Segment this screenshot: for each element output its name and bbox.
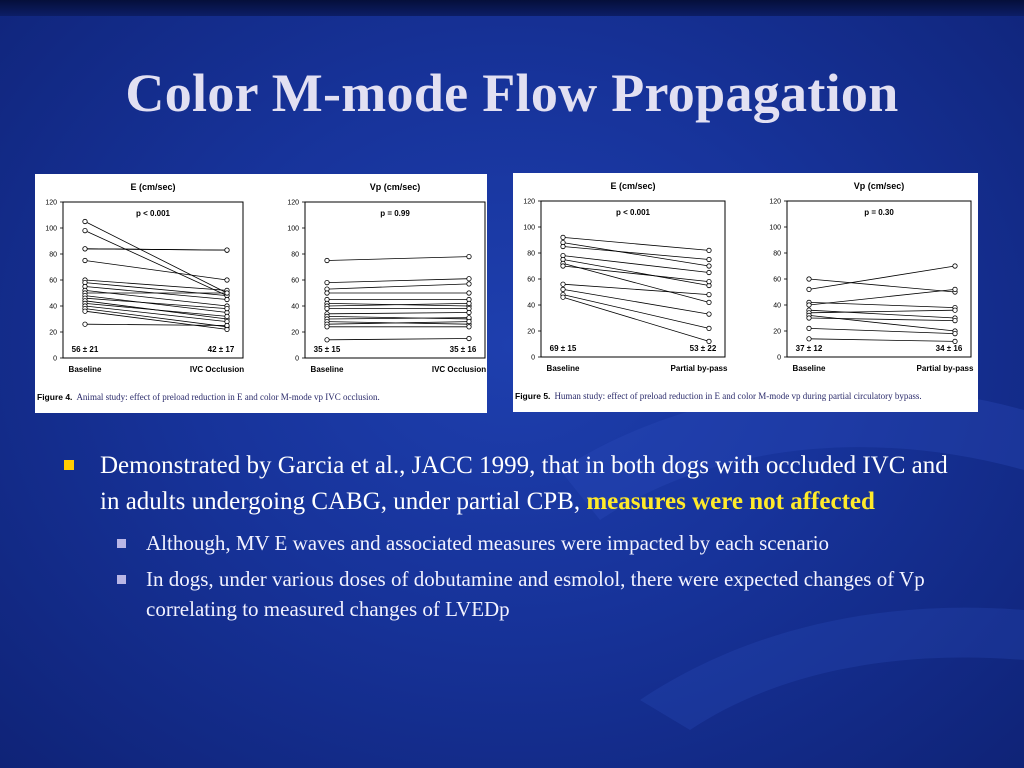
data-point-baseline xyxy=(325,306,329,310)
y-tick-label: 120 xyxy=(769,198,781,206)
data-point-after xyxy=(707,339,711,343)
pair-line xyxy=(327,279,469,283)
data-point-after xyxy=(953,318,957,322)
pair-line xyxy=(563,266,709,282)
figure-4-label: Figure 4. xyxy=(37,392,73,402)
stat-left: 35 ± 15 xyxy=(313,345,341,354)
data-point-baseline xyxy=(807,316,811,320)
figure-4-caption-text: Animal study: effect of preload reduction in E and color M-mode vp IVC occlusion. xyxy=(76,392,380,402)
x-label-left: Baseline xyxy=(68,365,102,374)
data-point-after xyxy=(707,292,711,296)
data-point-after xyxy=(707,279,711,283)
pair-line xyxy=(809,318,955,321)
stat-left: 56 ± 21 xyxy=(71,345,99,354)
pair-line xyxy=(809,302,955,307)
pair-line xyxy=(809,315,955,331)
y-tick-label: 60 xyxy=(773,276,781,284)
figure-5-caption-text: Human study: effect of preload reduction in E and color M-mode vp during partial circulatory bypass. xyxy=(554,391,922,401)
panel-title: E (cm/sec) xyxy=(130,182,176,192)
data-point-baseline xyxy=(561,244,565,248)
data-point-baseline xyxy=(83,219,87,223)
pair-line xyxy=(327,339,469,340)
pair-line xyxy=(563,263,709,302)
y-tick-label: 100 xyxy=(45,225,57,233)
sub-bullet-1-text: Although, MV E waves and associated measures were impacted by each scenario xyxy=(146,531,830,555)
p-value: p = 0.30 xyxy=(864,208,894,217)
data-point-after xyxy=(225,323,229,327)
data-point-after xyxy=(467,319,471,323)
stat-right: 53 ± 22 xyxy=(689,344,717,353)
x-label-right: Partial by-pass xyxy=(916,364,974,373)
x-label-right: IVC Occlusion xyxy=(189,365,245,374)
y-tick-label: 0 xyxy=(777,354,781,362)
y-tick-label: 100 xyxy=(769,224,781,232)
bullet-list xyxy=(60,448,960,624)
stat-right: 35 ± 16 xyxy=(449,345,477,354)
figure-5-caption xyxy=(513,391,978,411)
data-point-baseline xyxy=(561,235,565,239)
p-value: p = 0.99 xyxy=(380,209,410,218)
data-point-baseline xyxy=(807,337,811,341)
data-point-baseline xyxy=(807,326,811,330)
data-point-after xyxy=(225,278,229,282)
bullet-main-highlight: measures were not affected xyxy=(586,488,875,515)
pair-line xyxy=(563,256,709,273)
sub-bullet-2 xyxy=(60,564,960,624)
data-point-after xyxy=(953,308,957,312)
y-tick-label: 20 xyxy=(527,328,535,336)
pair-line xyxy=(563,297,709,341)
data-point-baseline xyxy=(325,291,329,295)
data-point-baseline xyxy=(807,277,811,281)
data-point-baseline xyxy=(325,325,329,329)
x-label-right: IVC Occlusion xyxy=(431,365,487,374)
y-tick-label: 100 xyxy=(287,225,299,233)
plot-frame xyxy=(541,201,725,357)
figure-4-caption xyxy=(35,392,487,412)
y-tick-label: 80 xyxy=(291,251,299,259)
data-point-after xyxy=(225,297,229,301)
data-point-after xyxy=(225,306,229,310)
data-point-after xyxy=(707,264,711,268)
y-tick-label: 20 xyxy=(49,329,57,337)
x-label-left: Baseline xyxy=(546,364,580,373)
data-point-baseline xyxy=(325,338,329,342)
plot-frame xyxy=(305,202,485,358)
data-point-after xyxy=(467,325,471,329)
data-point-after xyxy=(467,277,471,281)
data-point-after xyxy=(467,254,471,258)
data-point-after xyxy=(225,248,229,252)
y-tick-label: 80 xyxy=(527,250,535,258)
y-tick-label: 40 xyxy=(291,303,299,311)
data-point-baseline xyxy=(807,303,811,307)
sub-bullet-1 xyxy=(60,528,960,558)
panel-title: Vp (cm/sec) xyxy=(853,181,905,191)
y-tick-label: 120 xyxy=(287,199,299,207)
stat-left: 69 ± 15 xyxy=(549,344,577,353)
pair-line xyxy=(327,257,469,261)
data-point-after xyxy=(467,282,471,286)
data-point-after xyxy=(707,248,711,252)
data-point-baseline xyxy=(83,228,87,232)
pair-line xyxy=(809,289,955,305)
sub-bullet-square-icon xyxy=(117,539,126,548)
figure-4-animal-study xyxy=(35,174,487,413)
data-point-after xyxy=(707,312,711,316)
stat-right: 42 ± 17 xyxy=(207,345,235,354)
y-tick-label: 120 xyxy=(523,198,535,206)
data-point-after xyxy=(467,291,471,295)
x-label-right: Partial by-pass xyxy=(670,364,728,373)
data-point-baseline xyxy=(83,322,87,326)
data-point-after xyxy=(707,326,711,330)
data-point-after xyxy=(707,270,711,274)
pair-line xyxy=(85,249,227,250)
stat-left: 37 ± 12 xyxy=(795,344,823,353)
data-point-after xyxy=(953,339,957,343)
plot-frame xyxy=(787,201,971,357)
y-tick-label: 80 xyxy=(49,251,57,259)
data-point-baseline xyxy=(561,287,565,291)
y-tick-label: 20 xyxy=(773,328,781,336)
sub-bullet-2-text: In dogs, under various doses of dobutamine and esmolol, there were expected changes of Vp correlating to measured changes of LVEDp xyxy=(146,567,925,621)
x-label-left: Baseline xyxy=(792,364,826,373)
p-value: p < 0.001 xyxy=(135,209,171,218)
pair-line xyxy=(563,260,709,286)
data-point-after xyxy=(225,314,229,318)
y-tick-label: 20 xyxy=(291,329,299,337)
pair-line xyxy=(327,284,469,289)
y-tick-label: 100 xyxy=(523,224,535,232)
data-point-after xyxy=(707,257,711,261)
data-point-after xyxy=(225,291,229,295)
y-tick-label: 60 xyxy=(49,277,57,285)
bullet-square-icon xyxy=(64,460,74,470)
data-point-after xyxy=(953,331,957,335)
data-point-baseline xyxy=(325,258,329,262)
pair-line xyxy=(809,328,955,333)
figure-5-label: Figure 5. xyxy=(515,391,551,401)
pair-line xyxy=(563,295,709,329)
pair-line xyxy=(327,313,469,314)
figure-4-chart xyxy=(35,174,487,392)
y-tick-label: 40 xyxy=(49,303,57,311)
data-point-after xyxy=(707,300,711,304)
x-label-left: Baseline xyxy=(310,365,344,374)
data-point-after xyxy=(467,301,471,305)
y-tick-label: 40 xyxy=(527,302,535,310)
sub-bullet-square-icon xyxy=(117,575,126,584)
data-point-baseline xyxy=(561,295,565,299)
panel-title: Vp (cm/sec) xyxy=(369,182,421,192)
slide-title: Color M-mode Flow Propagation xyxy=(125,63,899,123)
stat-right: 34 ± 16 xyxy=(935,344,963,353)
pair-line xyxy=(809,339,955,342)
pair-line xyxy=(563,243,709,266)
p-value: p < 0.001 xyxy=(615,208,651,217)
bullet-main xyxy=(60,448,960,520)
data-point-baseline xyxy=(83,309,87,313)
data-point-after xyxy=(467,310,471,314)
y-tick-label: 0 xyxy=(53,355,57,363)
data-point-after xyxy=(467,336,471,340)
data-point-baseline xyxy=(325,280,329,284)
data-point-baseline xyxy=(561,282,565,286)
y-tick-label: 40 xyxy=(773,302,781,310)
y-tick-label: 60 xyxy=(527,276,535,284)
data-point-baseline xyxy=(561,264,565,268)
bullet-main-text: Demonstrated by Garcia et al., JACC 1999, that in both dogs with occluded IVC and in adults undergoing CABG, under partial CPB, xyxy=(100,452,948,515)
figure-5-human-study xyxy=(513,173,978,412)
y-tick-label: 0 xyxy=(531,354,535,362)
panel-title: E (cm/sec) xyxy=(610,181,656,191)
data-point-after xyxy=(953,287,957,291)
y-tick-label: 120 xyxy=(45,199,57,207)
data-point-baseline xyxy=(83,247,87,251)
y-tick-label: 0 xyxy=(295,355,299,363)
data-point-after xyxy=(953,264,957,268)
data-point-baseline xyxy=(807,287,811,291)
y-tick-label: 60 xyxy=(291,277,299,285)
pair-line xyxy=(85,222,227,294)
data-point-baseline xyxy=(83,258,87,262)
figure-5-chart xyxy=(513,173,978,391)
y-tick-label: 80 xyxy=(773,250,781,258)
